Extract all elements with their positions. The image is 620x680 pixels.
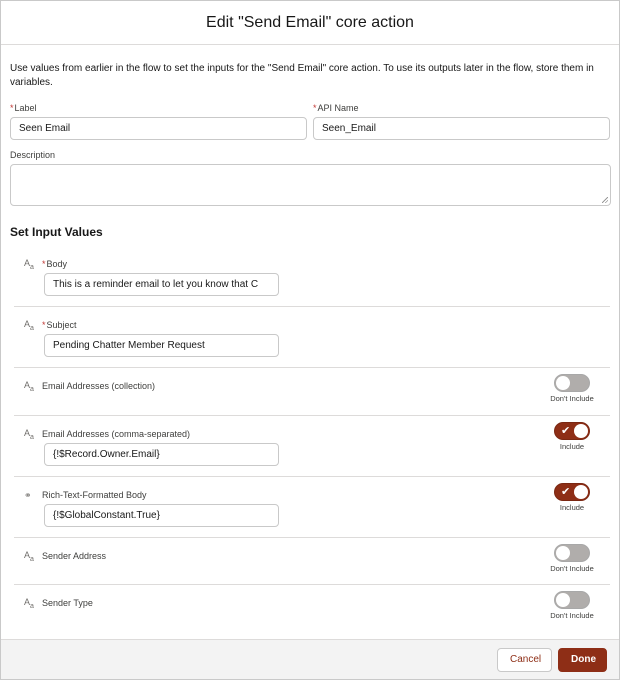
text-type-icon: $A_a$ [24,549,34,563]
modal-header [1,1,619,45]
text-type-icon: $A_a$ [24,596,34,610]
param-label: $A_a$ Sender Address [24,549,107,563]
toggle-state-label: Include [559,503,585,512]
description-textarea[interactable] [10,164,611,206]
param-email-addresses-comma [14,416,610,477]
param-label: $A_a$ Email Addresses (collection) [24,379,156,393]
email-addresses-input[interactable]: {!$Record.Owner.Email} [44,443,279,466]
toggle-state-label: Don't Include [550,564,594,573]
param-label: ⚭ Rich-Text-Formatted Body [24,489,147,500]
cancel-button[interactable]: Cancel [497,648,552,672]
include-toggle[interactable] [554,483,590,501]
required-marker: * [313,103,317,113]
check-icon: ✔ [561,425,571,437]
text-type-icon: $A_a$ [24,318,34,332]
include-toggle-group [542,591,602,620]
resize-grip-icon[interactable] [602,197,608,203]
label-field-label: *Label [10,103,37,113]
toggle-knob [556,376,570,390]
include-toggle[interactable] [554,544,590,562]
label-field-group [10,103,307,140]
toggle-state-label: Don't Include [550,394,594,403]
subject-input[interactable]: Pending Chatter Member Request [44,334,279,357]
boolean-type-icon: ⚭ [24,489,32,500]
text-type-icon: $A_a$ [24,427,34,441]
api-name-input[interactable]: Seen_Email [313,117,610,140]
include-toggle-group [542,544,602,573]
section-title: Set Input Values [10,225,103,239]
text-type-icon: $A_a$ [24,379,34,393]
label-api-row [10,103,610,140]
intro-text: Use values from earlier in the flow to set the inputs for the "Send Email" core action. To use its outputs later in the flow, store them in variables. [10,63,594,88]
rich-text-body-input[interactable]: {!$GlobalConstant.True} [44,504,279,527]
param-rich-text-body [14,477,610,538]
description-label: Description [10,150,56,160]
param-label: $A_a$ Sender Type [24,596,93,610]
param-label: $A_a$ * Body [24,257,68,271]
text-type-icon: $A_a$ [24,257,34,271]
param-sender-type [14,585,610,635]
api-name-field-group [313,103,610,140]
required-marker: * [42,259,46,269]
param-email-addresses-collection [14,368,610,416]
required-marker: * [10,103,14,113]
toggle-knob [574,485,588,499]
include-toggle[interactable] [554,374,590,392]
include-toggle-group [542,422,602,451]
param-label: $A_a$ Email Addresses (comma-separated) [24,427,191,441]
required-marker: * [42,320,46,330]
include-toggle[interactable] [554,591,590,609]
toggle-knob [556,593,570,607]
param-sender-address [14,538,610,585]
modal-body[interactable] [1,45,619,639]
toggle-knob [574,424,588,438]
param-subject [14,307,610,368]
label-input[interactable]: Seen Email [10,117,307,140]
toggle-state-label: Don't Include [550,611,594,620]
body-input[interactable]: This is a reminder email to let you know that C [44,273,279,296]
modal-title: Edit "Send Email" core action [206,13,414,31]
param-label: $A_a$ * Subject [24,318,77,332]
toggle-state-label: Include [559,442,585,451]
check-icon: ✔ [561,486,571,498]
api-name-field-label: *API Name [313,103,359,113]
include-toggle-group [542,374,602,403]
input-values-list [10,252,610,635]
done-button[interactable]: Done [558,648,607,672]
include-toggle[interactable] [554,422,590,440]
modal-footer [1,639,619,679]
toggle-knob [556,546,570,560]
include-toggle-group [542,483,602,512]
param-body [14,252,610,307]
